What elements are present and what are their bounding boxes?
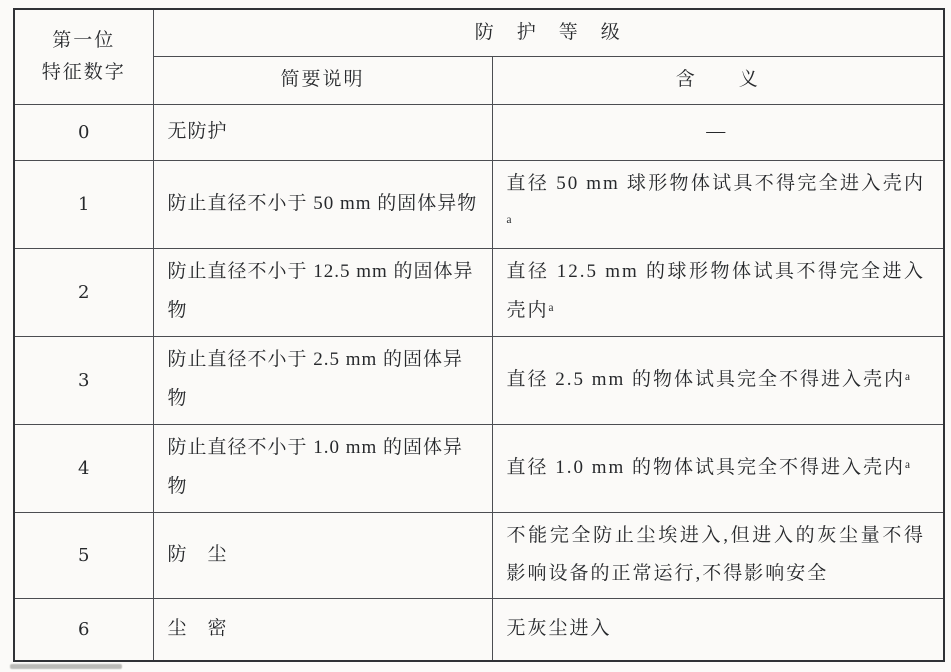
table-row-digit-1 [14, 160, 944, 248]
header-protection-level: 防 护 等 级 [153, 9, 944, 56]
table-row-digit-4 [14, 424, 944, 512]
header-meaning: 含 义 [492, 56, 944, 104]
cell-digit: 3 [14, 336, 153, 424]
header-first-digit-line2: 特征数字 [41, 61, 126, 83]
cell-meaning: 直径 2.5 mm 的物体试具完全不得进入壳内ᵃ [492, 336, 944, 424]
table-row-digit-6 [14, 599, 944, 661]
cell-digit: 1 [14, 160, 153, 248]
cell-brief: 防止直径不小于 12.5 mm 的固体异物 [153, 248, 492, 336]
cell-brief: 防 尘 [153, 512, 492, 599]
cell-digit: 2 [14, 248, 153, 336]
cell-brief: 无防护 [153, 104, 492, 160]
header-first-characteristic-digit [14, 9, 153, 104]
header-row-1 [14, 9, 944, 56]
cell-meaning: 直径 12.5 mm 的球形物体试具不得完全进入壳内ᵃ [492, 248, 944, 336]
scan-smudge-artifact [10, 664, 122, 669]
table-row-digit-2 [14, 248, 944, 336]
header-row-2 [14, 56, 944, 104]
cell-meaning: 直径 50 mm 球形物体试具不得完全进入壳内ᵃ [492, 160, 944, 248]
cell-digit: 4 [14, 424, 153, 512]
cell-meaning: — [492, 104, 944, 160]
header-brief-description: 简要说明 [153, 56, 492, 104]
cell-digit: 6 [14, 599, 153, 661]
cell-brief: 防止直径不小于 50 mm 的固体异物 [153, 160, 492, 248]
table-row-digit-0 [14, 104, 944, 160]
cell-brief: 尘 密 [153, 599, 492, 661]
cell-meaning: 不能完全防止尘埃进入,但进入的灰尘量不得影响设备的正常运行,不得影响安全 [492, 512, 944, 599]
header-first-digit-line1: 第一位 [52, 30, 116, 52]
cell-brief: 防止直径不小于 2.5 mm 的固体异物 [153, 336, 492, 424]
table-row-digit-3 [14, 336, 944, 424]
cell-meaning: 无灰尘进入 [492, 599, 944, 661]
cell-digit: 5 [14, 512, 153, 599]
cell-digit: 0 [14, 104, 153, 160]
table-row-digit-5 [14, 512, 944, 599]
cell-brief: 防止直径不小于 1.0 mm 的固体异物 [153, 424, 492, 512]
cell-meaning: 直径 1.0 mm 的物体试具完全不得进入壳内ᵃ [492, 424, 944, 512]
protection-level-table [13, 8, 945, 662]
